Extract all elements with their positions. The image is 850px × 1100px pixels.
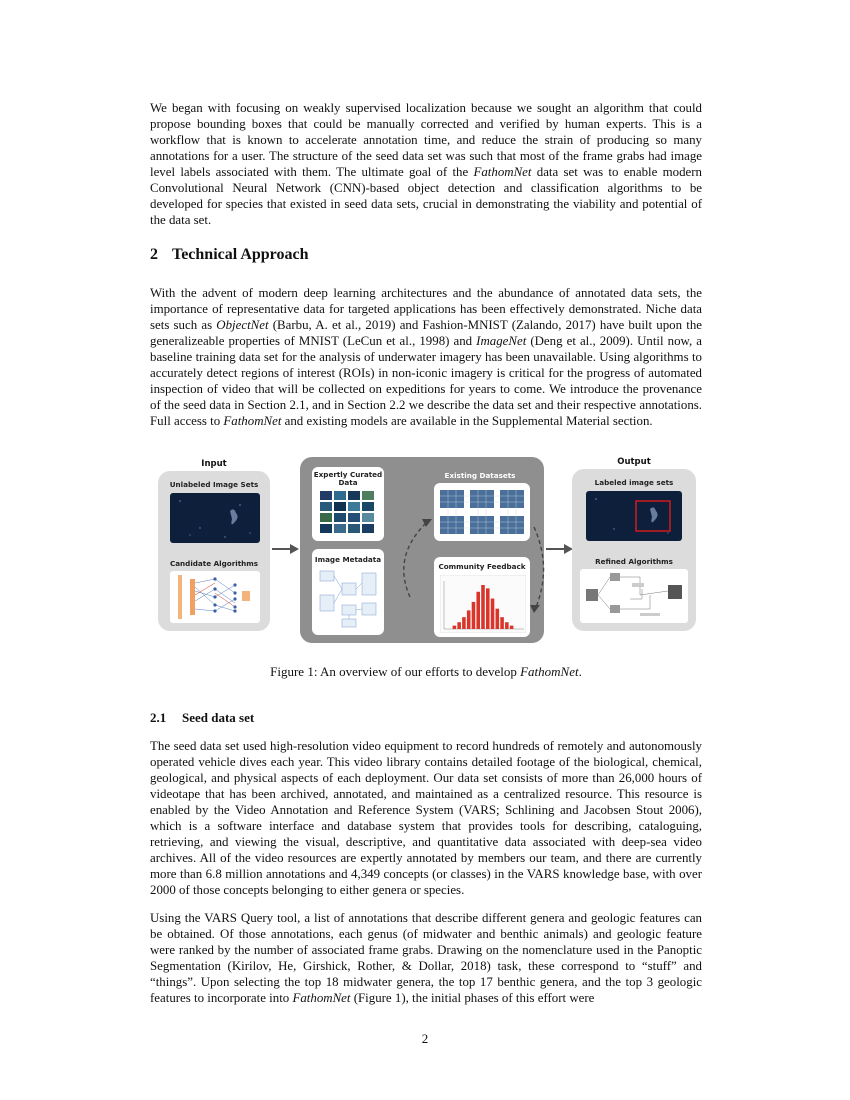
labeled-specimen-graphic [586, 491, 682, 541]
section-2-paragraph: With the advent of modern deep learning architectures and the abundance of annotated data sets, the importance of representative data for targeted applications has been effectively demonstrated. Niche data sets such as ObjectNet (Barbu, A. et al., 2019) and Fashion-MNIST (Zalando, 2017) have built upon the generalizeable properties of MNIST (LeCun et al., 1998) and ImageNet (Deng et al., 2009). Until now, a baseline training data set for the analysis of underwater imagery has been unavailable. Using algorithms to accurately detect regions of interest (ROIs) in non-iconic imagery is critical for the progress of automated inspection of video that will be collected on expeditions for years to come. We introduce the provenance of the seed data in Section 2.1, and in Section 2.2 we describe the data set and their respective annotations. Full access to FathomNet and existing models are available in the Supplemental Material section. [150, 286, 702, 428]
neural-network-graphic [170, 571, 260, 623]
expertly-curated-data-card [312, 467, 384, 541]
curated-image-grid [320, 491, 376, 537]
unlabeled-ocean-image [170, 493, 260, 543]
section-2-1-paragraph-1: The seed data set used high-resolution video equipment to record hundreds of remotely and autonomously operated vehicle dives each year. This video library contains detailed footage of the biological, chemical, geological, and physical aspects of each deployment. Our data set consists of more than 26,000 hours of videotape that has been archived, annotated, and maintained as a centralized resource. This resource is enabled by the Video Annotation and Reference System (VARS; Schlining and Jacobsen Stout 2006), which is a software interface and database system that provides tools for describing, cataloguing, retrieving, and viewing the visual, descriptive, and quantitative data associated with deep-sea video archives. All of the video resources are expertly annotated by members our team, and there are currently more than 6.8 million annotations and 4,349 concepts (or classes) in the VARS knowledge base, with over 2000 of those concepts belonging to either genera or species. [150, 739, 702, 897]
section-2-1-heading: 2.1 Seed data set [150, 710, 255, 725]
section-2-1-paragraph-2: Using the VARS Query tool, a list of annotations that describe different genera and geologic features can be obtained. Of those annotations, each genus (of midwater and benthic animals) and geologic feature were ranked by the number of associated frame grabs. Drawing on the nomenclature used in the Panoptic Segmentation (Kirilov, He, Girshick, Rother, & Dollar, 2018) task, these correspond to “stuff” and “things”. Upon selecting the top 18 midwater genera, the top 17 benthic genera, and the top 3 geologic features to incorporate into FathomNet (Figure 1), the initial phases of this effort were [150, 911, 702, 1005]
output-panel [572, 469, 696, 631]
center-panel [300, 457, 544, 643]
page-number: 2 [421, 1031, 429, 1046]
arrow-to-output [544, 541, 574, 557]
unlabeled-image-sets-label: Unlabeled Image Sets [169, 480, 259, 489]
ocean-specimen-graphic [170, 493, 260, 543]
community-feedback-label: Community Feedback [438, 562, 526, 571]
refined-pipeline-graphic [580, 569, 688, 623]
refined-algorithms-diagram [580, 569, 688, 623]
intro-paragraph: We began with focusing on weakly supervised localization because we sought an algorithm that could propose bounding boxes that could be manually corrected and verified by human experts. This is a workflow that is known to accelerate annotation time, and reduce the strain of producing so many annotations for a user. The structure of the seed data set was such that most of the frame grabs had image level labels associated with them. The ultimate goal of the FathomNet data set was to enable modern Convolutional Neural Network (CNN)-based object detection and classification algorithms to be developed for species that existed in seed data sets, crucial in demonstrating the viability and potential of the data set. [150, 101, 702, 227]
metadata-schema-graphic [318, 569, 378, 631]
expertly-curated-data-label: Expertly Curated Data [313, 470, 383, 487]
labeled-ocean-image [586, 491, 682, 541]
figure-1-overview [158, 453, 696, 649]
figure-1-caption: Figure 1: An overview of our efforts to develop FathomNet. [270, 664, 582, 679]
output-label: Output [617, 457, 651, 467]
refined-algorithms-label: Refined Algorithms [595, 557, 673, 566]
fathomnet-emphasis: FathomNet [473, 165, 532, 179]
section-2-heading: 2 Technical Approach [150, 246, 309, 263]
labeled-image-sets-label: Labeled image sets [594, 478, 674, 487]
feedback-cycle-arrows [386, 487, 546, 637]
input-panel [158, 471, 270, 631]
input-label: Input [201, 459, 227, 469]
candidate-network-diagram [170, 571, 260, 623]
image-metadata-card [312, 549, 384, 635]
image-metadata-label: Image Metadata [314, 555, 382, 564]
candidate-algorithms-label: Candidate Algorithms [169, 559, 259, 568]
arrow-to-center [270, 541, 300, 557]
existing-datasets-label: Existing Datasets [444, 471, 516, 480]
